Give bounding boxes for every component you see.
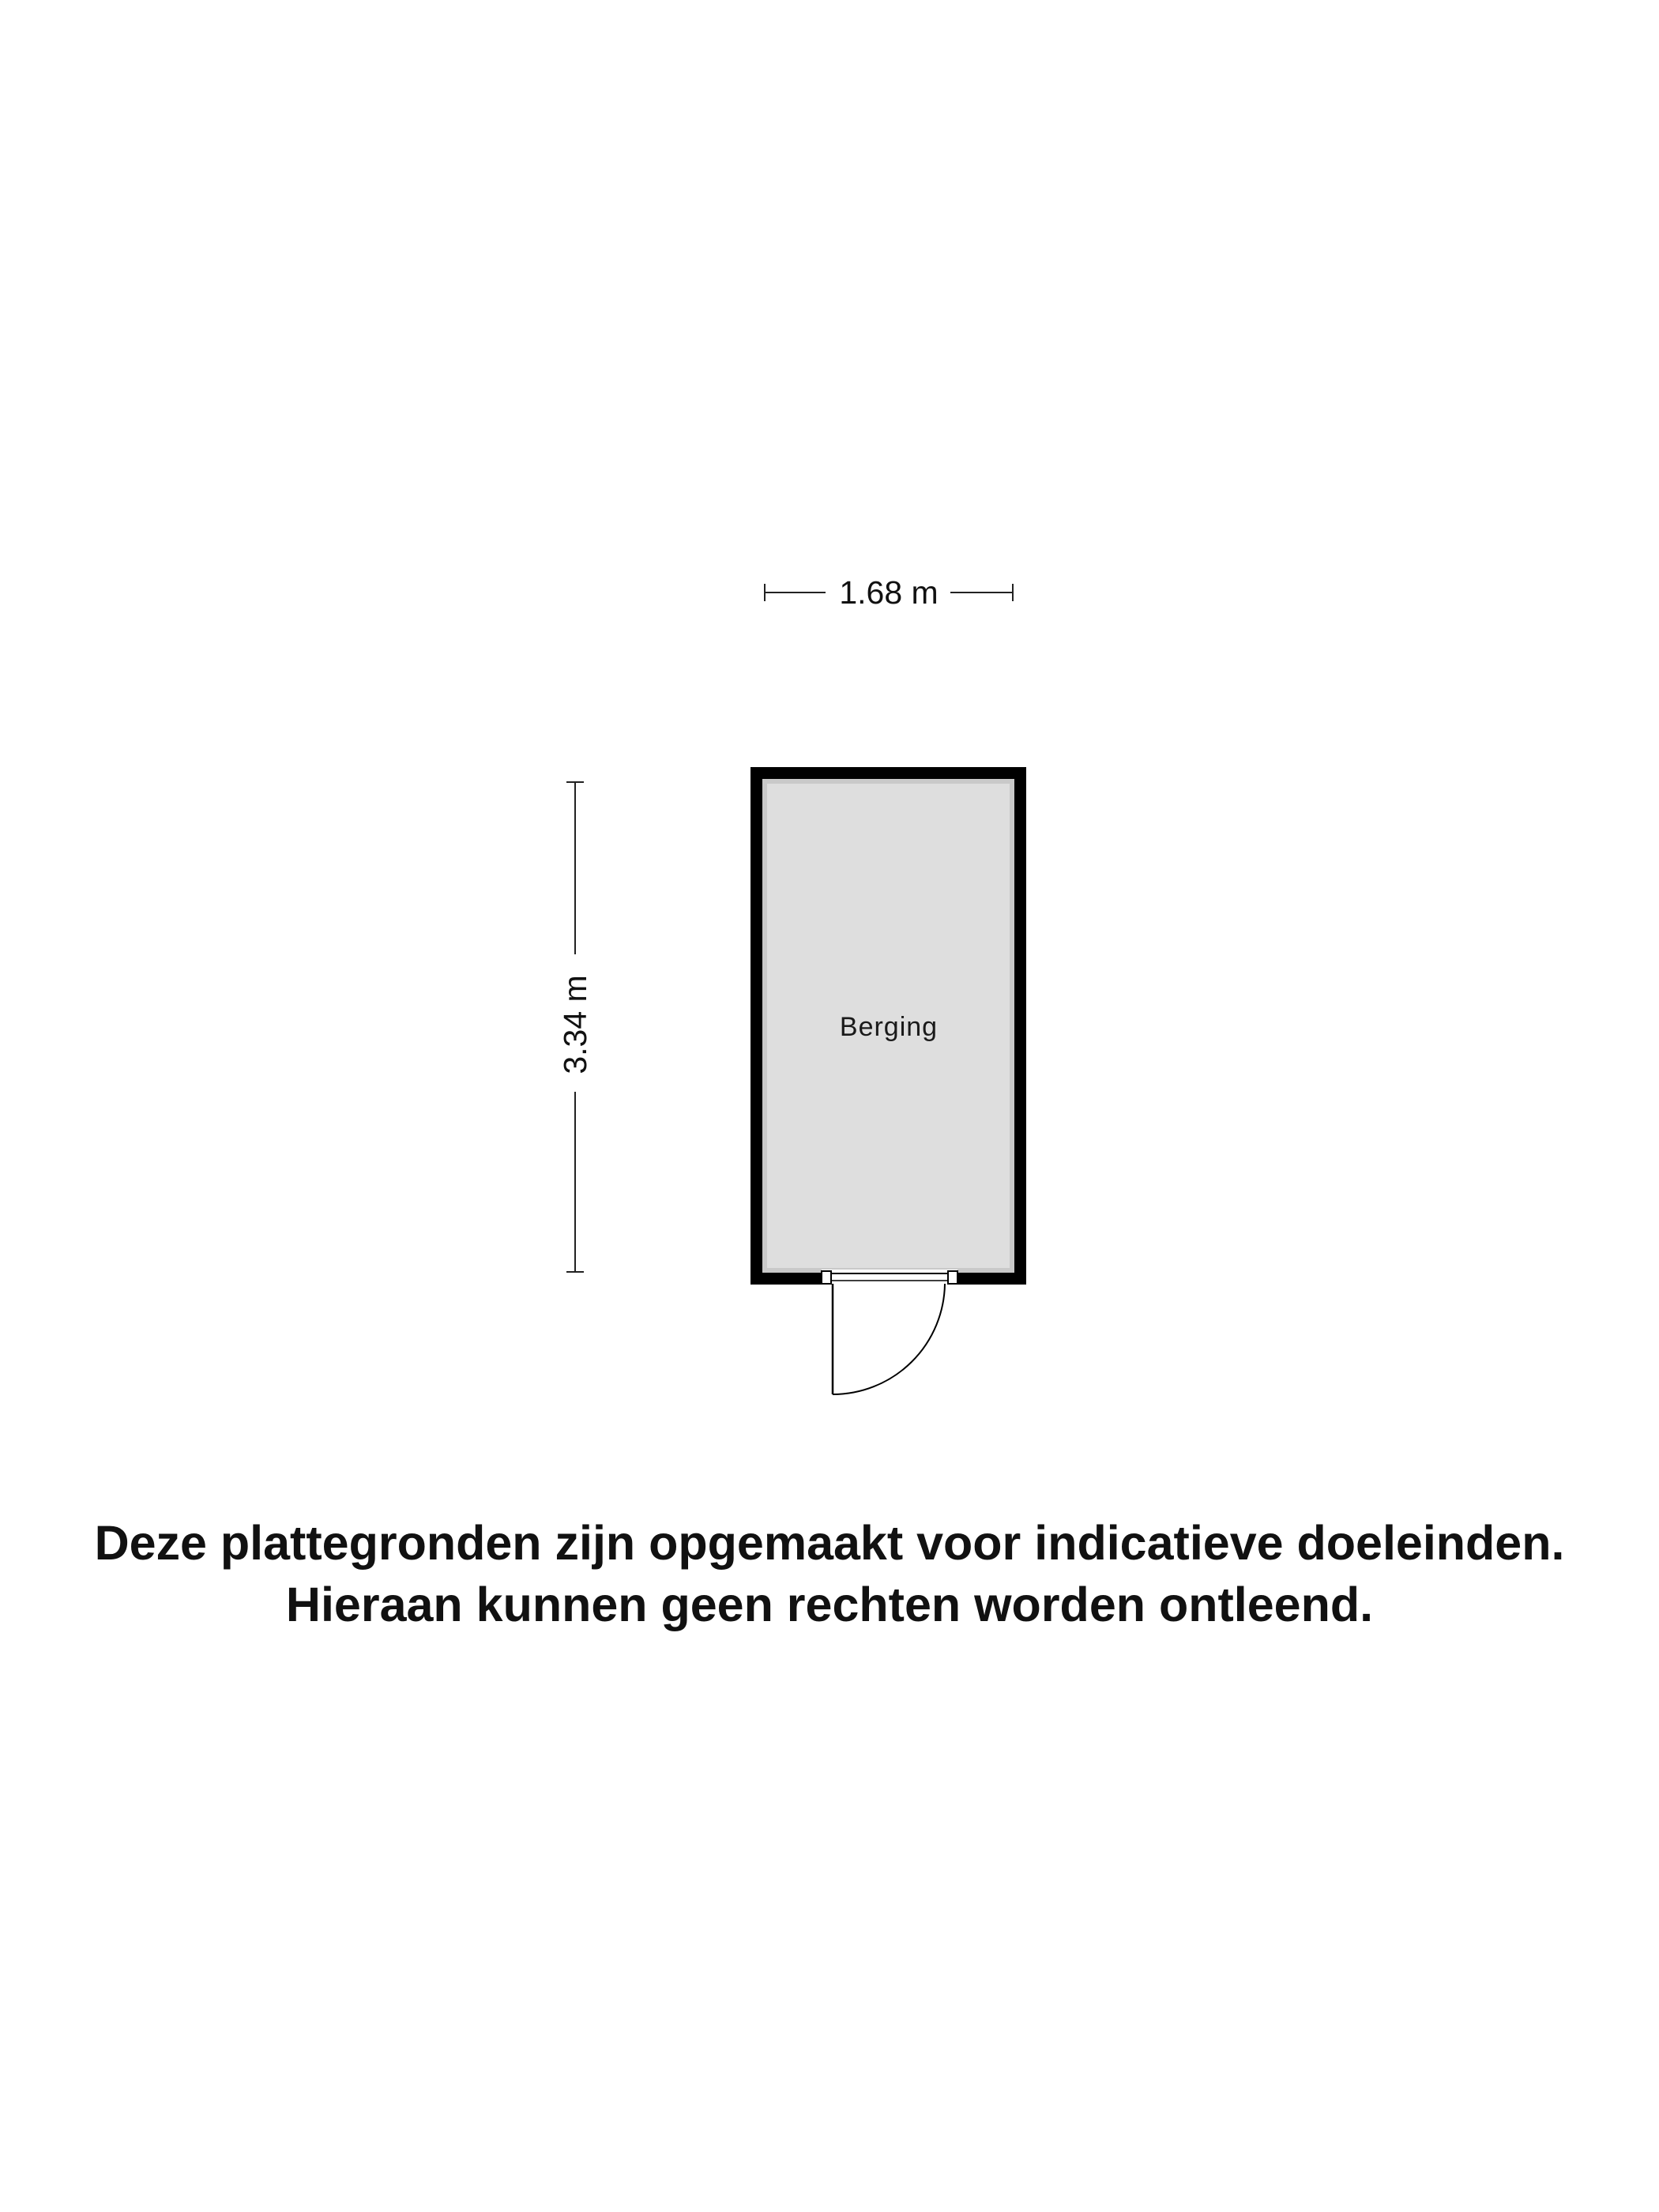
width-dimension-label: 1.68 m (839, 574, 939, 611)
door-frame-right (948, 1271, 957, 1284)
room-label: Berging (839, 1012, 939, 1042)
door-opening (822, 1270, 957, 1285)
disclaimer-line-2: Hieraan kunnen geen rechten worden ontleend. (285, 1578, 1374, 1631)
door-frame-left (822, 1271, 831, 1284)
room-berging (750, 767, 1026, 1394)
height-dimension (557, 782, 593, 1272)
width-dimension (765, 574, 1013, 611)
door-swing-arc (833, 1284, 945, 1394)
disclaimer-line-1: Deze plattegronden zijn opgemaakt voor indicatieve doeleinden. (94, 1516, 1565, 1570)
height-dimension-label: 3.34 m (557, 975, 593, 1074)
